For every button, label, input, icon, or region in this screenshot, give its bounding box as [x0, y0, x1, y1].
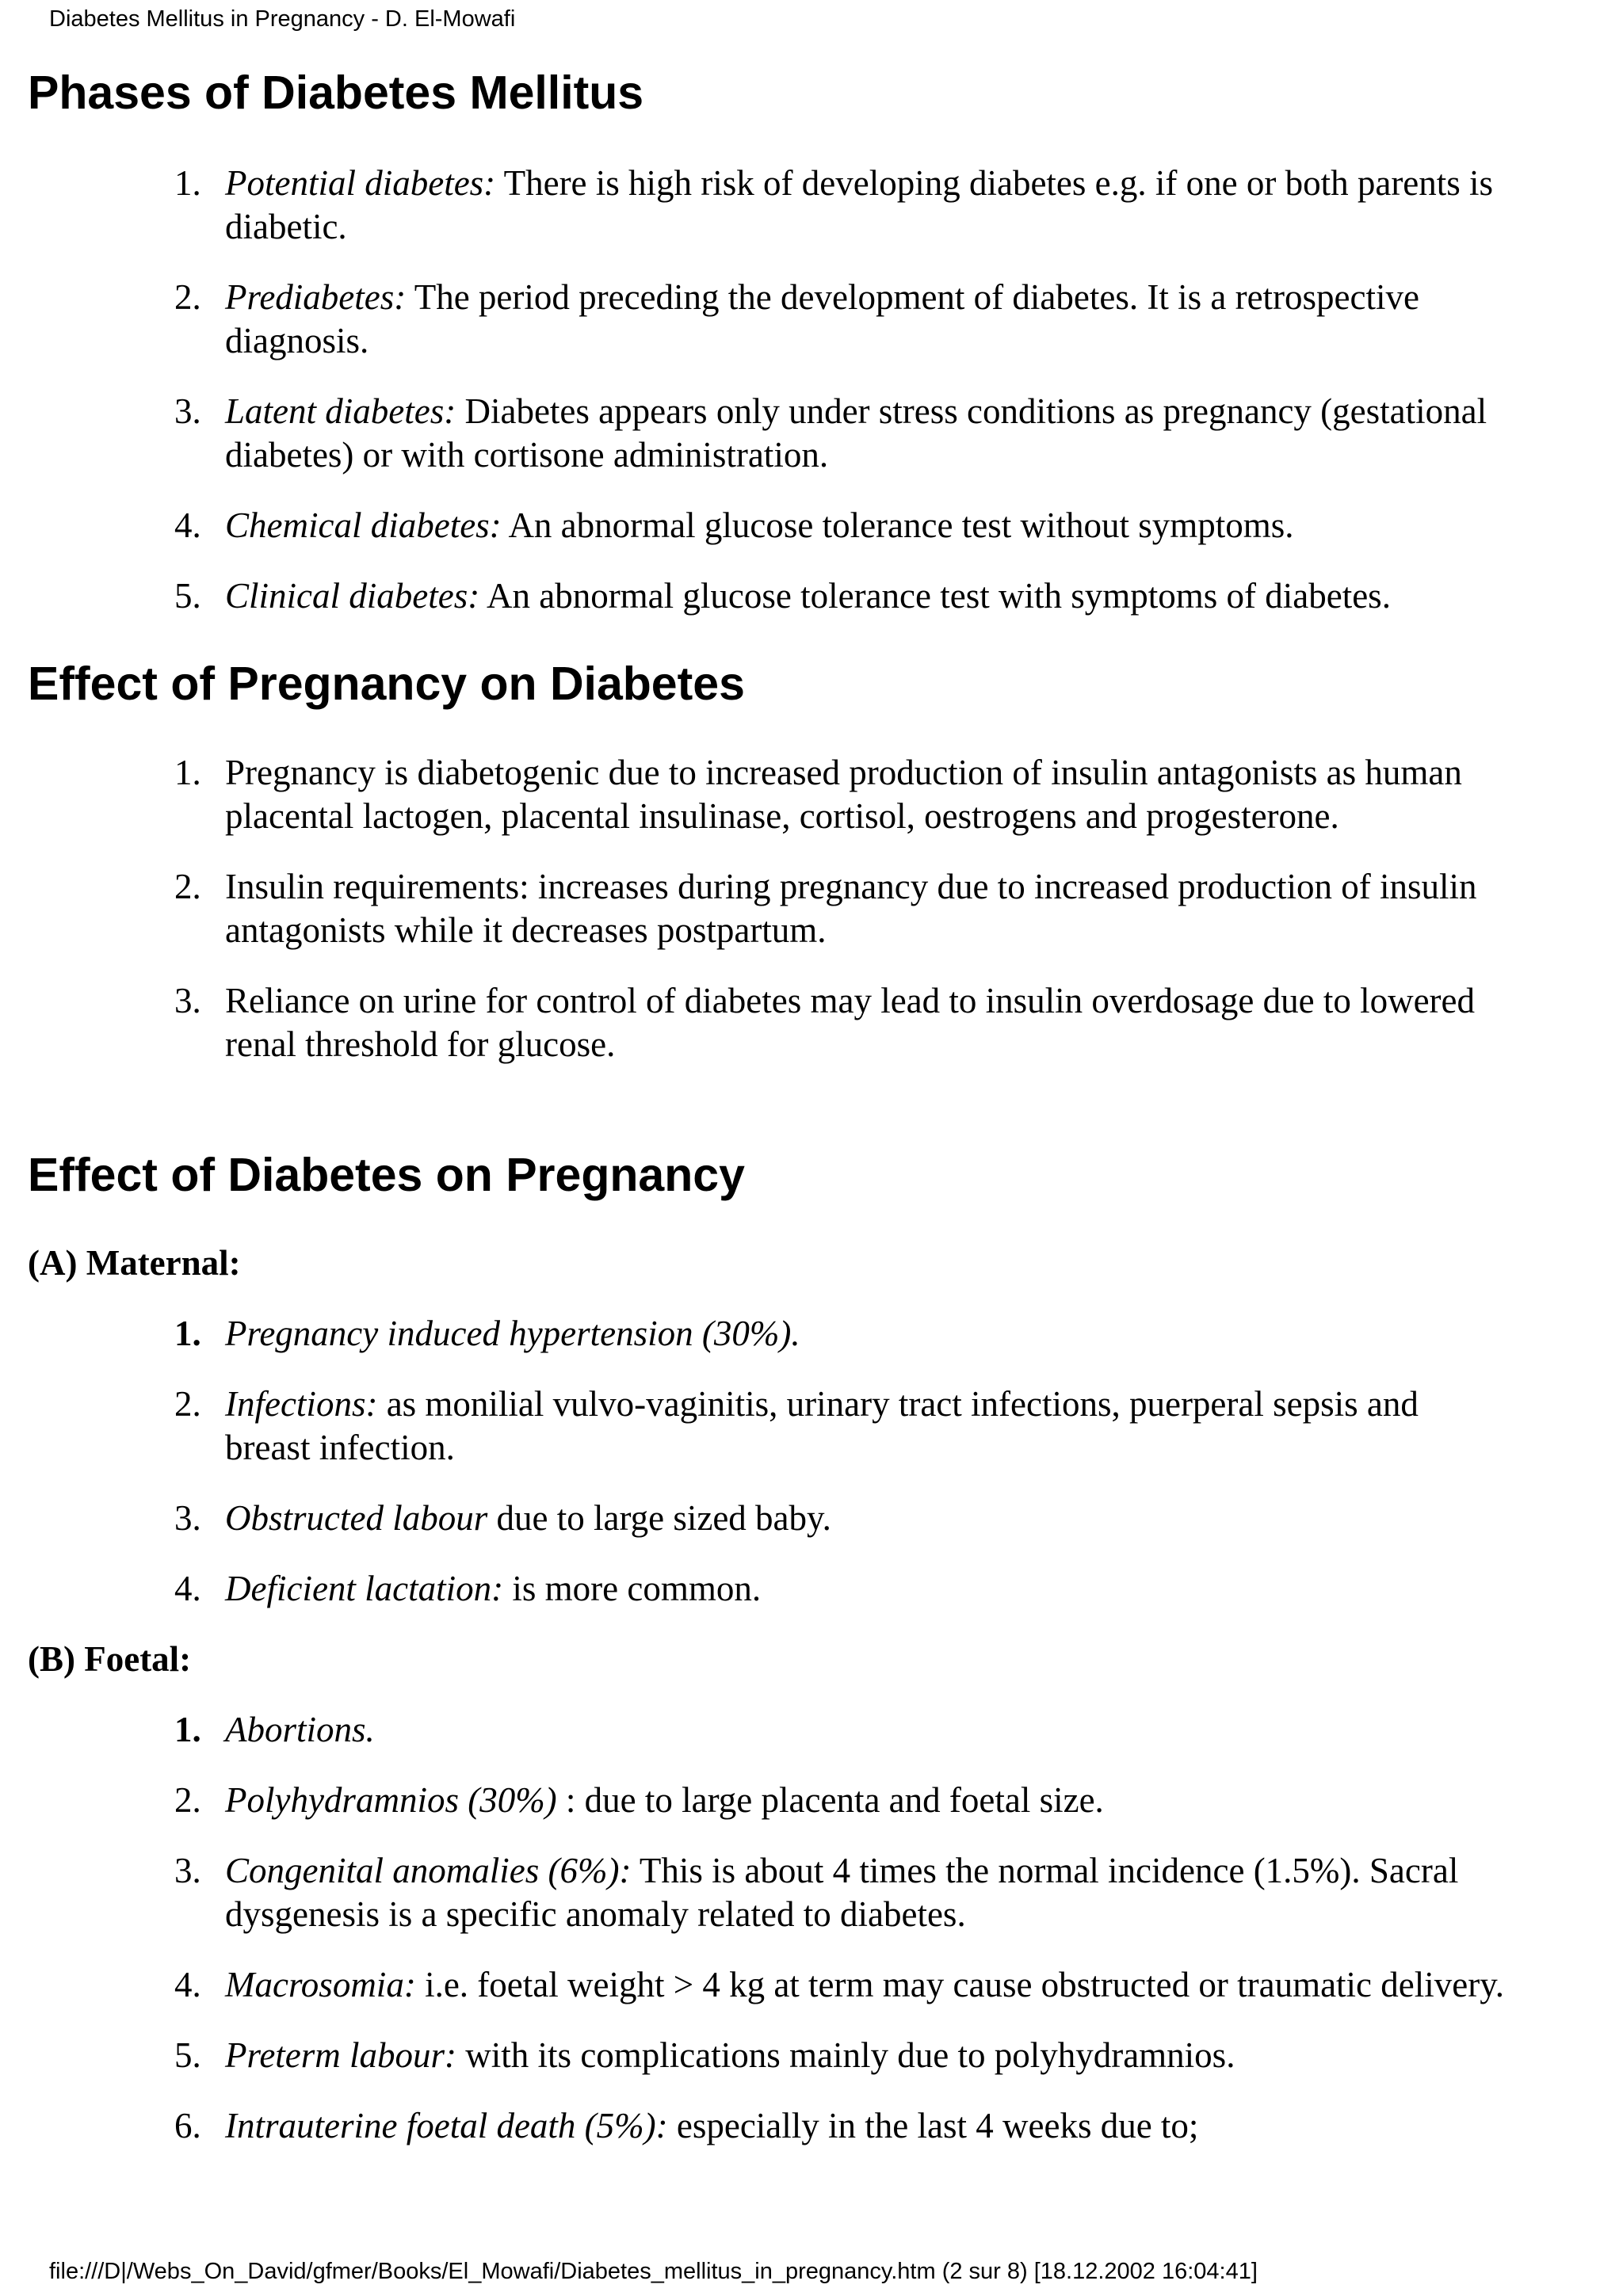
section-title-pregnancy-on-diabetes: Effect of Pregnancy on Diabetes — [28, 658, 745, 710]
page-footer-path: file:///D|/Webs_On_David/gfmer/Books/El_Mowafi/Diabetes_mellitus_in_pregnancy.htm (2 sur 8) [18.12.2002 16:04:41] — [49, 2259, 1258, 2284]
item-term: Intrauterine foetal death (5%): — [225, 2106, 668, 2145]
list-item — [0, 574, 1623, 618]
item-text: Reliance on urine for control of diabetes may lead to insulin overdosage due to lowered renal threshold for glucose. — [225, 981, 1475, 1064]
item-number: 1. — [174, 1710, 201, 1749]
pregnancy-on-diabetes-list — [0, 751, 1623, 1093]
list-item — [0, 865, 1623, 952]
item-text: An abnormal glucose tolerance test without symptoms. — [501, 505, 1294, 545]
item-term: Obstructed labour — [225, 1498, 488, 1538]
item-number: 4. — [174, 505, 201, 545]
item-number: 3. — [174, 391, 201, 431]
item-term: Clinical diabetes: — [225, 576, 480, 616]
list-item — [0, 276, 1623, 363]
section-title-diabetes-on-pregnancy: Effect of Diabetes on Pregnancy — [28, 1149, 745, 1201]
item-text: Pregnancy is diabetogenic due to increased production of insulin antagonists as human placental lactogen, placental insulinase, cortisol, oestrogens and progesterone. — [225, 753, 1462, 836]
item-number: 2. — [174, 867, 201, 906]
list-item — [0, 504, 1623, 547]
list-item — [0, 1497, 1623, 1540]
item-term: Prediabetes: — [225, 277, 407, 317]
item-text: especially in the last 4 weeks due to; — [667, 2106, 1199, 2145]
item-text: as monilial vulvo-vaginitis, urinary tract infections, puerperal sepsis and breast infection. — [225, 1384, 1419, 1467]
item-text: This is about 4 times the normal incidence (1.5%). Sacral dysgenesis is a specific anomaly related to diabetes. — [225, 1851, 1459, 1934]
item-term: Latent diabetes: — [225, 391, 456, 431]
item-text: An abnormal glucose tolerance test with symptoms of diabetes. — [479, 576, 1391, 616]
item-term: Congenital anomalies (6%): — [225, 1851, 632, 1890]
list-item — [0, 390, 1623, 477]
item-term: Abortions. — [225, 1710, 375, 1749]
item-term: Macrosomia: — [225, 1965, 416, 2004]
item-term: Deficient lactation: — [225, 1569, 504, 1608]
item-text: There is high risk of developing diabetes e.g. if one or both parents is diabetic. — [225, 163, 1494, 246]
foetal-list — [0, 1708, 1623, 2175]
item-term: Polyhydramnios (30%) — [225, 1780, 557, 1820]
list-item — [0, 1312, 1623, 1356]
list-item — [0, 2104, 1623, 2148]
item-text: with its complications mainly due to polyhydramnios. — [456, 2035, 1235, 2075]
item-number: 4. — [174, 1569, 201, 1608]
item-number: 3. — [174, 981, 201, 1020]
list-item — [0, 751, 1623, 838]
list-item — [0, 1383, 1623, 1470]
item-text: The period preceding the development of diabetes. It is a retrospective diagnosis. — [225, 277, 1419, 360]
subhead-foetal: (B) Foetal: — [28, 1639, 192, 1679]
item-number: 6. — [174, 2106, 201, 2145]
item-text: : due to large placenta and foetal size. — [556, 1780, 1104, 1820]
item-number: 1. — [174, 1314, 201, 1353]
list-item — [0, 2034, 1623, 2077]
item-number: 2. — [174, 277, 201, 317]
list-item — [0, 162, 1623, 249]
item-number: 5. — [174, 2035, 201, 2075]
list-item — [0, 1849, 1623, 1936]
item-term: Pregnancy induced hypertension (30%). — [225, 1314, 800, 1353]
list-item — [0, 979, 1623, 1066]
item-number: 2. — [174, 1780, 201, 1820]
maternal-list — [0, 1312, 1623, 1638]
item-text: due to large sized baby. — [487, 1498, 831, 1538]
subhead-maternal: (A) Maternal: — [28, 1243, 241, 1283]
item-term: Preterm labour: — [225, 2035, 457, 2075]
page-header-title: Diabetes Mellitus in Pregnancy - D. El-Mowafi — [49, 6, 516, 32]
list-item — [0, 1567, 1623, 1611]
item-term: Chemical diabetes: — [225, 505, 502, 545]
item-text: is more common. — [503, 1569, 762, 1608]
item-number: 3. — [174, 1851, 201, 1890]
item-number: 2. — [174, 1384, 201, 1424]
item-term: Potential diabetes: — [225, 163, 496, 203]
item-text: i.e. foetal weight > 4 kg at term may cause obstructed or traumatic delivery. — [415, 1965, 1505, 2004]
phases-list — [0, 162, 1623, 645]
list-item — [0, 1708, 1623, 1752]
item-number: 4. — [174, 1965, 201, 2004]
section-title-phases: Phases of Diabetes Mellitus — [28, 67, 644, 119]
item-text: Diabetes appears only under stress conditions as pregnancy (gestational diabetes) or with cortisone administration. — [225, 391, 1487, 475]
item-number: 1. — [174, 163, 201, 203]
list-item — [0, 1963, 1623, 2007]
item-number: 5. — [174, 576, 201, 616]
list-item — [0, 1779, 1623, 1822]
item-term: Infections: — [225, 1384, 378, 1424]
item-number: 1. — [174, 753, 201, 792]
item-text: Insulin requirements: increases during pregnancy due to increased production of insulin antagonists while it decreases postpartum. — [225, 867, 1477, 950]
item-number: 3. — [174, 1498, 201, 1538]
